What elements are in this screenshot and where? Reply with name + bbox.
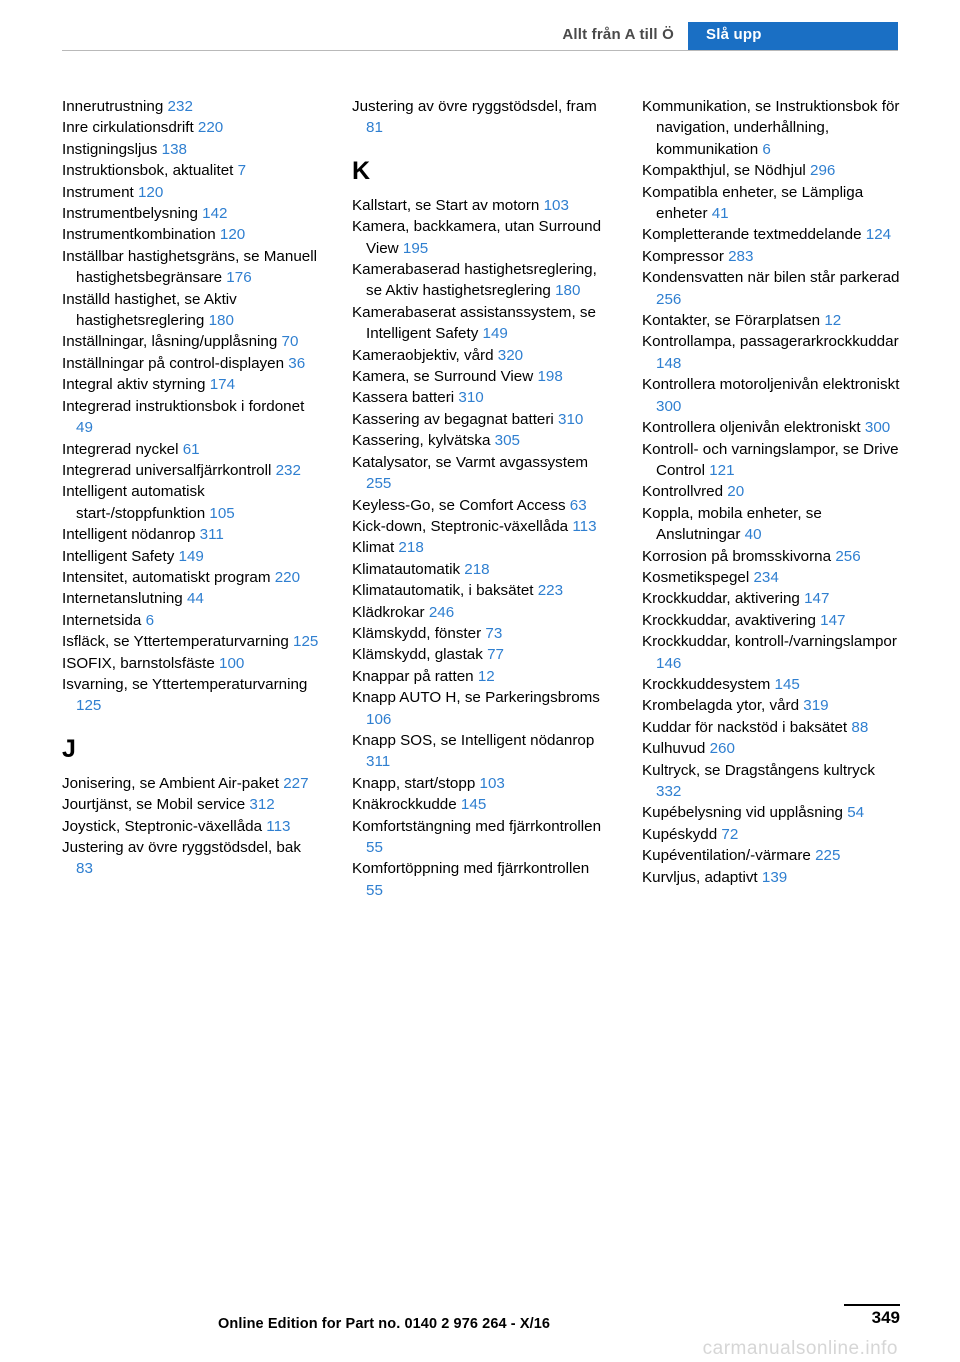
header-chapter-tab: Slå upp: [688, 22, 898, 50]
index-entry-page[interactable]: 72: [721, 825, 739, 843]
index-entry-page[interactable]: 70: [281, 333, 299, 351]
index-column-3: [642, 96, 900, 1292]
index-entry-page[interactable]: 147: [804, 590, 830, 608]
index-entry[interactable]: [62, 396, 320, 439]
index-entry[interactable]: [642, 867, 900, 888]
index-entry-label: Knäkrockkudde: [352, 796, 461, 814]
index-entry-page[interactable]: 6: [762, 140, 771, 158]
index-entry-page[interactable]: 227: [283, 774, 309, 792]
index-entry-label: Kontrollvred: [642, 483, 728, 501]
index-entry-label: Kupébelysning vid upplåsning: [642, 804, 848, 822]
index-entry-page[interactable]: 176: [226, 269, 252, 287]
index-entry[interactable]: [642, 845, 900, 866]
index-entry-label: Klimat: [352, 539, 399, 557]
index-entry-label: Intensitet, automatiskt program: [62, 568, 275, 586]
index-entry[interactable]: [62, 117, 320, 138]
index-entry[interactable]: [62, 567, 320, 588]
index-entry[interactable]: [62, 182, 320, 203]
page-footer: [62, 1296, 900, 1336]
page-header: [62, 22, 898, 56]
index-entry-page[interactable]: 55: [366, 881, 383, 899]
index-entry-page[interactable]: 12: [477, 667, 495, 685]
index-entry[interactable]: [352, 559, 610, 580]
index-entry-page[interactable]: 232: [275, 461, 301, 479]
index-entry[interactable]: [62, 246, 320, 289]
index-entry-label: Kamera, se Surround View: [352, 368, 538, 386]
index-entry[interactable]: [62, 610, 320, 631]
index-entry[interactable]: [62, 773, 320, 794]
index-entry-page[interactable]: 100: [219, 654, 245, 672]
index-entry-label: Krombelagda ytor, vård: [642, 697, 804, 715]
index-entry[interactable]: [62, 139, 320, 160]
index-entry[interactable]: [62, 653, 320, 674]
index-entry-page[interactable]: 148: [656, 354, 682, 372]
index-entry-label: Krockkuddar, avaktivering: [642, 611, 821, 629]
index-entry-label: Kameraobjektiv, vård: [352, 346, 498, 364]
index-entry-label: Klimatautomatik, i baksätet: [352, 582, 538, 600]
index-entry-page[interactable]: 149: [482, 325, 508, 343]
watermark-text: carmanualsonline.info: [702, 1338, 898, 1359]
index-entry[interactable]: [62, 481, 320, 524]
index-entry-page[interactable]: 120: [137, 183, 164, 201]
index-entry[interactable]: [62, 224, 320, 245]
index-column-1: [62, 96, 320, 1292]
index-entry-label: Innerutrustning: [62, 98, 168, 115]
index-entry[interactable]: [642, 374, 900, 417]
index-entry-label: Klämskydd, glastak: [352, 646, 488, 664]
index-entry-label: Klämskydd, fönster: [352, 624, 486, 642]
index-entry-label: Kamerabaserad hastighetsreglering, se Aktiv hastighetsreglering: [352, 261, 597, 300]
page-number: 349: [871, 1308, 900, 1327]
index-entry-page[interactable]: 310: [458, 389, 484, 407]
index-entry-label: Kulhuvud: [642, 740, 710, 758]
index-entry[interactable]: [62, 439, 320, 460]
index-entry[interactable]: [642, 96, 900, 160]
index-entry[interactable]: [352, 302, 610, 345]
index-entry-label: Kompletterande textmeddelande: [642, 226, 866, 244]
index-entry-label: Koppla, mobila enheter, se Anslutningar: [642, 504, 822, 544]
index-entry-label: Knapp AUTO H, se Parkeringsbroms: [352, 689, 600, 707]
index-entry[interactable]: [62, 837, 320, 880]
index-entry-label: Kassera batteri: [352, 389, 459, 407]
index-entry-page[interactable]: 40: [744, 526, 762, 544]
index-entry-label: Kontrollampa, passagerarkrockkuddar: [642, 333, 899, 351]
index-entry[interactable]: [62, 460, 320, 481]
index-entry-label: Internetsida: [62, 611, 146, 629]
index-entry-label: Instrumentbelysning: [62, 205, 203, 223]
index-entry-label: Kassering av begagnat batteri: [352, 410, 559, 428]
index-entry[interactable]: [62, 546, 320, 567]
index-entry-label: Jonisering, se Ambient Air-paket: [62, 774, 284, 792]
index-entry-label: Integrerad universalfjärrkontroll: [62, 461, 276, 479]
index-entry[interactable]: [642, 160, 900, 181]
index-entry-page[interactable]: 320: [497, 346, 524, 364]
index-entry[interactable]: [352, 537, 610, 558]
index-entry-label: Knapp SOS, se Intelligent nödanrop: [352, 731, 595, 749]
index-entry[interactable]: [642, 695, 900, 716]
index-entry-label: Kultryck, se Dragstångens kultryck: [642, 761, 875, 779]
index-entry-page[interactable]: 174: [209, 376, 236, 394]
index-entry-page[interactable]: 255: [366, 475, 392, 493]
index-entry-page[interactable]: 198: [537, 368, 563, 386]
index-entry[interactable]: [352, 387, 610, 408]
index-entry-page[interactable]: 256: [835, 547, 861, 565]
index-entry-label: Knapp, start/stopp: [352, 774, 480, 792]
index-entry-page[interactable]: 234: [753, 568, 779, 586]
index-entry-label: Kontrollera oljenivån elektroniskt: [642, 419, 865, 437]
index-entry-page[interactable]: 139: [761, 868, 788, 886]
index-entry-page[interactable]: 125: [76, 697, 102, 715]
index-entry-page[interactable]: 300: [864, 419, 891, 437]
index-entry-page[interactable]: 6: [145, 611, 155, 629]
index-entry[interactable]: [352, 773, 610, 794]
index-entry-page[interactable]: 124: [865, 226, 892, 244]
index-entry-label: Kompressor: [642, 247, 729, 265]
index-entry-label: Integrerad instruktionsbok i fordonet: [62, 397, 305, 415]
index-entry-label: Isvarning, se Yttertemperaturvarning: [62, 675, 308, 693]
index-entry-page[interactable]: 283: [728, 247, 754, 265]
index-entry[interactable]: [352, 195, 610, 216]
index-entry[interactable]: [62, 631, 320, 652]
index-entry-page[interactable]: 218: [398, 539, 424, 557]
index-entry-page[interactable]: 220: [197, 119, 224, 137]
index-entry-label: Isfläck, se Yttertemperaturvarning: [62, 633, 294, 651]
index-entry-label: Komfortstängning med fjärrkontrollen: [352, 817, 602, 835]
header-section-label: Allt från A till Ö: [562, 26, 674, 43]
index-entry-page[interactable]: 105: [209, 504, 235, 522]
index-entry[interactable]: [62, 588, 320, 609]
index-entry[interactable]: [352, 816, 610, 859]
index-entry[interactable]: [642, 760, 900, 803]
index-entry[interactable]: [352, 409, 610, 430]
index-entry-page[interactable]: 312: [249, 796, 275, 814]
index-entry-label: Kupéskydd: [642, 825, 722, 843]
index-entry[interactable]: [642, 267, 900, 310]
index-entry-page[interactable]: 121: [709, 461, 735, 479]
index-entry-page[interactable]: 103: [543, 196, 569, 214]
index-entry-label: Inställbar hastighetsgräns, se Manuell hastighetsbegränsare: [62, 247, 317, 287]
index-entry-page[interactable]: 311: [199, 526, 224, 544]
index-entry-label: Instigningsljus: [62, 140, 162, 158]
index-entry[interactable]: [62, 331, 320, 352]
index-entry-page[interactable]: 218: [464, 560, 490, 578]
index-entry[interactable]: [352, 516, 610, 537]
index-entry[interactable]: [352, 345, 610, 366]
index-entry[interactable]: [642, 674, 900, 695]
index-entry-label: ISOFIX, barnstolsfäste: [62, 654, 219, 672]
index-entry-page[interactable]: 55: [366, 839, 383, 856]
index-entry-page[interactable]: 225: [815, 847, 841, 865]
index-entry[interactable]: [352, 366, 610, 387]
edition-note: Online Edition for Part no. 0140 2 976 264 - X/16: [218, 1316, 551, 1332]
index-entry-page[interactable]: 12: [824, 312, 842, 330]
index-entry-page[interactable]: 146: [656, 654, 682, 672]
index-entry-page[interactable]: 296: [810, 162, 836, 180]
index-entry[interactable]: [642, 738, 900, 759]
index-entry-page[interactable]: 145: [774, 675, 800, 693]
index-entry-label: Keyless-Go, se Comfort Access: [352, 496, 570, 514]
index-entry-page[interactable]: 49: [76, 419, 93, 437]
index-letter-heading: J: [62, 734, 76, 763]
index-entry-page[interactable]: 44: [186, 590, 204, 608]
index-entry-label: Kuddar för nackstöd i baksätet: [642, 718, 852, 736]
index-entry-label: Kupéventilation/-värmare: [642, 847, 816, 865]
index-entry[interactable]: [352, 666, 610, 687]
index-entry[interactable]: [642, 824, 900, 845]
index-entry-page[interactable]: 149: [178, 547, 204, 565]
index-entry-label: Inre cirkulationsdrift: [62, 119, 198, 137]
index-entry[interactable]: [642, 182, 900, 225]
index-entry-page[interactable]: 113: [572, 517, 597, 535]
index-entry-label: Intelligent nödanrop: [62, 526, 200, 544]
index-entry[interactable]: [352, 580, 610, 601]
index-entry-label: Internetanslutning: [62, 590, 187, 608]
index-entry-page[interactable]: 120: [219, 226, 246, 244]
index-entry-label: Kondensvatten när bilen står parkerad: [642, 269, 900, 287]
index-entry[interactable]: [352, 623, 610, 644]
index-entry-page[interactable]: 319: [803, 697, 829, 715]
index-entry-page[interactable]: 36: [288, 354, 306, 372]
index-entry[interactable]: [642, 802, 900, 823]
index-entry[interactable]: [352, 730, 610, 773]
index-entry[interactable]: [642, 567, 900, 588]
index-entry-label: Kontakter, se Förarplatsen: [642, 312, 825, 330]
index-entry-page[interactable]: 125: [293, 633, 319, 651]
index-entry-page[interactable]: 260: [709, 740, 735, 758]
index-entry-label: Instruktionsbok, aktualitet: [62, 162, 238, 180]
index-entry-page[interactable]: 310: [558, 410, 584, 428]
index-entry[interactable]: [642, 331, 900, 374]
index-entry[interactable]: [642, 546, 900, 567]
index-entry-page[interactable]: 300: [656, 397, 682, 415]
index-entry-page[interactable]: 20: [727, 483, 745, 501]
index-entry-page[interactable]: 113: [266, 817, 291, 835]
index-entry-page[interactable]: 103: [479, 774, 505, 792]
index-entry-page[interactable]: 73: [485, 624, 503, 642]
index-entry[interactable]: [642, 588, 900, 609]
index-entry-page[interactable]: 232: [167, 98, 193, 115]
index-entry[interactable]: [62, 524, 320, 545]
index-entry[interactable]: [62, 203, 320, 224]
index-entry-page[interactable]: 41: [711, 205, 729, 223]
index-entry-page[interactable]: 195: [402, 239, 429, 257]
index-entry-label: Kosmetikspegel: [642, 568, 754, 586]
index-entry-label: Justering av övre ryggstödsdel, fram: [352, 98, 597, 115]
index-entry-page[interactable]: 147: [820, 611, 846, 629]
index-entry-page[interactable]: 83: [76, 860, 93, 878]
index-entry[interactable]: [642, 631, 900, 674]
index-entry-label: Kick-down, Steptronic-växellåda: [352, 517, 573, 535]
index-entry[interactable]: [62, 96, 320, 117]
index-entry[interactable]: [642, 439, 900, 482]
index-entry-label: Intelligent Safety: [62, 547, 179, 565]
index-entry[interactable]: [62, 794, 320, 815]
index-entry[interactable]: [62, 816, 320, 837]
header-divider: [62, 50, 898, 51]
index-columns: [62, 96, 900, 1292]
index-entry-page[interactable]: 305: [494, 432, 520, 450]
index-column-2: [352, 96, 610, 1292]
index-entry[interactable]: [62, 289, 320, 332]
index-entry-label: Katalysator, se Varmt avgassystem: [352, 453, 589, 471]
index-entry-label: Klimatautomatik: [352, 560, 465, 578]
index-entry-label: Instrumentkombination: [62, 226, 220, 244]
index-entry[interactable]: [352, 430, 610, 451]
index-entry-page[interactable]: 7: [237, 162, 247, 180]
index-entry[interactable]: [642, 224, 900, 245]
index-entry[interactable]: [642, 481, 900, 502]
index-entry-page[interactable]: 180: [555, 282, 581, 300]
index-entry-page[interactable]: 332: [656, 783, 682, 800]
index-entry[interactable]: [62, 160, 320, 181]
index-entry-label: Kassering, kylvätska: [352, 432, 495, 450]
index-entry-label: Kommunikation, se Instruktionsbok för navigation, underhållning, kommunikation: [642, 98, 900, 158]
index-entry[interactable]: [352, 644, 610, 665]
index-entry-label: Klädkrokar: [352, 603, 429, 621]
index-entry-label: Inställd hastighet, se Aktiv hastighetsreglering: [62, 290, 237, 330]
index-entry-label: Integrerad nyckel: [62, 440, 183, 458]
index-entry-page[interactable]: 223: [537, 582, 564, 600]
index-entry-label: Kontrollera motoroljenivån elektroniskt: [642, 376, 900, 394]
index-entry-page[interactable]: 256: [656, 290, 682, 308]
index-entry[interactable]: [642, 310, 900, 331]
index-letter-heading: K: [352, 156, 371, 185]
index-entry-label: Inställningar, låsning/upplåsning: [62, 333, 282, 351]
index-entry-label: Korrosion på bromsskivorna: [642, 547, 836, 565]
index-entry-label: Kallstart, se Start av motorn: [352, 196, 544, 214]
index-entry-label: Krockkuddar, kontroll-/varningslampor: [642, 633, 897, 651]
index-entry-page[interactable]: 88: [851, 718, 869, 736]
index-entry[interactable]: [352, 687, 610, 730]
index-entry-label: Joystick, Steptronic-växellåda: [62, 817, 267, 835]
index-entry[interactable]: [642, 503, 900, 546]
index-entry-label: Kamera, backkamera, utan Surround View: [352, 218, 602, 257]
index-entry[interactable]: [62, 374, 320, 395]
index-entry-page[interactable]: 63: [569, 496, 587, 514]
index-entry[interactable]: [352, 602, 610, 623]
index-entry[interactable]: [352, 96, 610, 139]
index-entry[interactable]: [352, 794, 610, 815]
index-entry[interactable]: [642, 246, 900, 267]
index-entry-page[interactable]: 180: [208, 312, 234, 330]
index-entry-label: Justering av övre ryggstödsdel, bak: [62, 839, 301, 856]
index-entry-label: Komfortöppning med fjärrkontrollen: [352, 860, 590, 878]
index-entry-page[interactable]: 54: [847, 804, 865, 822]
index-entry-page[interactable]: 81: [366, 119, 383, 137]
index-entry[interactable]: [642, 610, 900, 631]
index-entry-page[interactable]: 142: [202, 205, 228, 223]
index-entry-page[interactable]: 311: [366, 753, 391, 771]
index-entry[interactable]: [642, 417, 900, 438]
index-entry-page[interactable]: 77: [487, 646, 504, 664]
index-entry[interactable]: [352, 216, 610, 259]
index-entry-label: Intelligent automatisk start-/stoppfunktion: [62, 483, 210, 522]
index-entry[interactable]: [352, 858, 610, 901]
index-entry-label: Kurvljus, adaptivt: [642, 868, 762, 886]
index-entry-label: Inställningar på control-displayen: [62, 354, 289, 372]
index-entry-label: Knappar på ratten: [352, 667, 478, 685]
index-entry-label: Krockkuddesystem: [642, 675, 775, 693]
index-entry[interactable]: [62, 353, 320, 374]
index-entry-label: Kontroll- och varningslampor, se Drive Control: [642, 440, 899, 479]
index-entry-label: Kompakthjul, se Nödhjul: [642, 162, 810, 180]
index-entry-label: Krockkuddar, aktivering: [642, 590, 805, 608]
index-entry-page[interactable]: 61: [182, 440, 200, 458]
index-entry-label: Kompatibla enheter, se Lämpliga enheter: [642, 183, 864, 223]
index-entry[interactable]: [352, 452, 610, 495]
index-entry-page[interactable]: 106: [366, 710, 392, 728]
index-entry[interactable]: [352, 495, 610, 516]
index-entry-label: Integral aktiv styrning: [62, 376, 210, 394]
index-entry-label: Kamerabaserat assistanssystem, se Intelligent Safety: [352, 303, 596, 343]
index-entry-label: Instrument: [62, 183, 138, 201]
index-entry[interactable]: [642, 717, 900, 738]
index-entry-page[interactable]: 246: [428, 603, 455, 621]
index-entry-page[interactable]: 138: [161, 140, 187, 158]
footer-divider: [844, 1304, 900, 1306]
index-entry-page[interactable]: 145: [460, 796, 487, 814]
index-entry-page[interactable]: 220: [274, 568, 301, 586]
index-entry[interactable]: [352, 259, 610, 302]
index-entry[interactable]: [62, 674, 320, 717]
index-entry-label: Jourtjänst, se Mobil service: [62, 796, 250, 814]
